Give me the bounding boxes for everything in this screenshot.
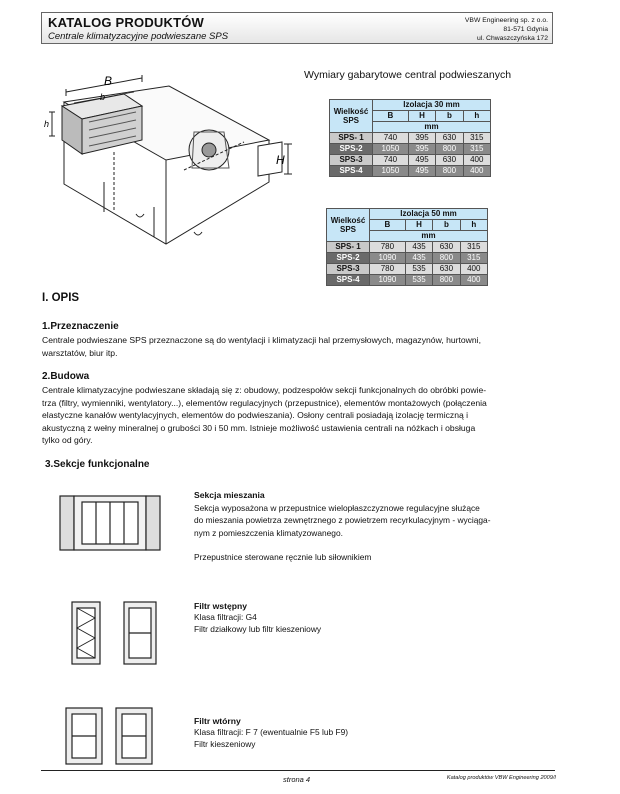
cell: 800 <box>436 144 463 155</box>
table-caption: Izolacja 30 mm <box>373 100 491 111</box>
text-line: elastyczne kanałów wentylacyjnych, elementów do podwieszania). Osłony centrali posiadają izolację termiczną i <box>42 410 469 421</box>
unit-label: mm <box>373 122 491 133</box>
cell: 1090 <box>370 253 406 264</box>
cell: 315 <box>460 242 487 253</box>
catalog-subtitle: Centrale klimatyzacyjne podwieszane SPS <box>48 31 229 42</box>
table-caption: Izolacja 50 mm <box>370 209 488 220</box>
table-row <box>330 133 491 144</box>
text-line: nym z pomieszczenia klimatyzowanego. <box>194 527 343 538</box>
company-address <box>465 16 548 43</box>
cell: 800 <box>436 166 463 177</box>
cell: 1090 <box>370 275 406 286</box>
subsection-title: 1.Przeznaczenie <box>42 321 119 332</box>
secondary-filter-text <box>194 716 554 751</box>
text-line: Przepustnice sterowane ręcznie lub siłownikiem <box>194 552 372 563</box>
spacer <box>194 539 554 551</box>
table-insulation-30 <box>329 99 491 177</box>
cell: 315 <box>463 144 490 155</box>
row-name: SPS-3 <box>327 264 370 275</box>
table-row <box>330 166 491 177</box>
cell: 780 <box>370 242 406 253</box>
cell: 1050 <box>373 144 409 155</box>
cell: 630 <box>433 264 460 275</box>
table-row <box>330 155 491 166</box>
text-line: Filtr kieszeniowy <box>194 739 256 750</box>
cell: 535 <box>405 264 432 275</box>
table-row <box>327 264 488 275</box>
unit-dimension-drawing <box>44 72 302 258</box>
cell: 740 <box>373 133 409 144</box>
block-title: Sekcja mieszania <box>194 490 265 500</box>
cell: 1050 <box>373 166 409 177</box>
table-row <box>327 253 488 264</box>
col-header: b <box>436 111 463 122</box>
footer-divider <box>41 770 555 771</box>
dim-label-H: H <box>276 153 285 167</box>
col-header: b <box>433 220 460 231</box>
paragraph-construction <box>42 384 562 447</box>
mixing-section-icon <box>58 492 162 554</box>
pre-filter-text <box>194 601 554 636</box>
text-line: warsztatów, biur itp. <box>42 347 118 358</box>
text-line: akustyczną z wełny mineralnej o grubości 30 i 50 mm. Istnieje możliwość ustawienia centrali na nóżkach i obsługa <box>42 422 476 433</box>
table-insulation-50 <box>326 208 488 286</box>
block-title: Filtr wstępny <box>194 601 248 611</box>
company-name: VBW Engineering sp. z o.o. <box>464 17 548 24</box>
text-line: trza (filtry, wymienniki, wentylatory...), elementów regulacyjnych (przepustnice), elementów montażowych (połączenia <box>42 397 487 408</box>
col-header: H <box>408 111 435 122</box>
text-line: Sekcja wyposażona w przepustnice wielopłaszczyznowe regulacyjne służące <box>194 503 480 513</box>
cell: 400 <box>460 264 487 275</box>
cell: 740 <box>373 155 409 166</box>
text-line: Klasa filtracji: F 7 (ewentualnie F5 lub F9) <box>194 727 349 737</box>
unit-label: mm <box>370 231 488 242</box>
row-name: SPS- 1 <box>330 133 373 144</box>
col-header: h <box>460 220 487 231</box>
cell: 630 <box>436 133 463 144</box>
cell: 400 <box>463 155 490 166</box>
block-body <box>194 502 554 564</box>
subsection-title: 3.Sekcje funkcjonalne <box>45 459 150 470</box>
text-line: tylko od góry. <box>42 435 93 446</box>
table-row <box>327 275 488 286</box>
cell: 395 <box>408 133 435 144</box>
cell: 435 <box>405 242 432 253</box>
block-body <box>194 611 554 636</box>
row-name: SPS- 1 <box>327 242 370 253</box>
size-label: Wielkość SPS <box>330 100 373 133</box>
section-title: I. OPIS <box>42 292 80 304</box>
mixing-section-text <box>194 490 554 564</box>
block-title: Filtr wtórny <box>194 716 241 726</box>
cell: 395 <box>408 144 435 155</box>
text-line: Filtr działkowy lub filtr kieszeniowy <box>194 624 322 635</box>
cell: 315 <box>463 133 490 144</box>
cell: 400 <box>463 166 490 177</box>
dimensions-title: Wymiary gabarytowe central podwieszanych <box>304 69 512 81</box>
pre-filter-icon <box>66 600 162 666</box>
col-header: B <box>370 220 406 231</box>
cell: 800 <box>433 275 460 286</box>
dim-label-h: h <box>44 119 50 129</box>
catalog-title: KATALOG PRODUKTÓW <box>48 15 205 30</box>
row-name: SPS-3 <box>330 155 373 166</box>
cell: 630 <box>436 155 463 166</box>
cell: 315 <box>460 253 487 264</box>
row-name: SPS-4 <box>327 275 370 286</box>
size-label: Wielkość SPS <box>327 209 370 242</box>
cell: 495 <box>408 155 435 166</box>
page-header <box>41 12 553 44</box>
row-name: SPS-2 <box>330 144 373 155</box>
text-line: Klasa filtracji: G4 <box>194 612 257 622</box>
cell: 630 <box>433 242 460 253</box>
col-header: B <box>373 111 409 122</box>
secondary-filter-icon <box>58 704 162 766</box>
page-number: strona 4 <box>283 775 311 784</box>
text-line: Centrale podwieszane SPS przeznaczone są do wentylacji i klimatyzacji hal przemysłowych, magazynów, hurtowni, <box>42 335 481 345</box>
cell: 780 <box>370 264 406 275</box>
row-name: SPS-2 <box>327 253 370 264</box>
cell: 535 <box>405 275 432 286</box>
dim-label-B: B <box>104 74 113 88</box>
table-row <box>330 144 491 155</box>
footer-catalog: Katalog produktów VBW Engineering 2009/I <box>446 775 556 781</box>
paragraph-purpose <box>42 334 562 359</box>
company-city: 81-571 Gdynia <box>503 26 548 33</box>
cell: 400 <box>460 275 487 286</box>
cell: 435 <box>405 253 432 264</box>
col-header: H <box>405 220 432 231</box>
table-row <box>327 242 488 253</box>
col-header: h <box>463 111 490 122</box>
text-line: Centrale klimatyzacyjne podwieszane składają się z: obudowy, podzespołów sekcji funkcjonalnych do obróbki powie- <box>42 385 487 395</box>
subsection-title: 2.Budowa <box>42 371 90 382</box>
dim-label-b: b <box>100 92 106 102</box>
cell: 800 <box>433 253 460 264</box>
block-body <box>194 726 554 751</box>
row-name: SPS-4 <box>330 166 373 177</box>
company-street: ul. Chwaszczyńska 172 <box>476 35 548 42</box>
text-line: do mieszania powietrza zewnętrznego z powietrzem recyrkulacyjnym - wyciąga- <box>194 515 491 526</box>
cell: 495 <box>408 166 435 177</box>
